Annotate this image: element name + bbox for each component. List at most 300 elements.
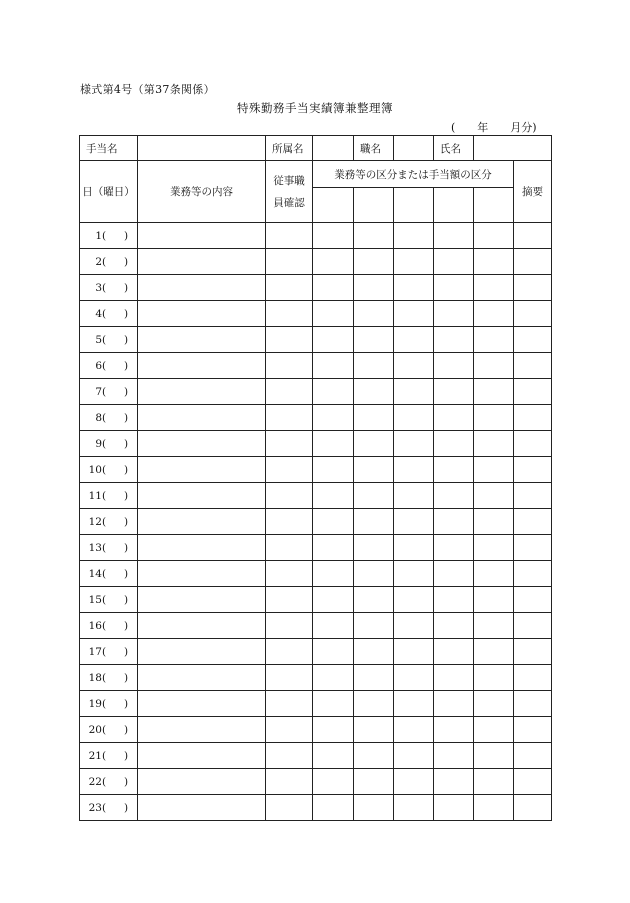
category-cell[interactable] [394,769,434,795]
category-cell[interactable] [313,431,354,457]
day-number: 15 [88,593,102,606]
category-cell[interactable] [474,665,514,691]
category-cell[interactable] [434,188,474,223]
category-cell[interactable] [354,353,394,379]
confirm-cell[interactable] [266,769,313,795]
category-column-header: 業務等の区分または手当額の区分 [313,161,514,188]
category-cell[interactable] [474,223,514,249]
category-cell[interactable] [434,379,474,405]
category-cell[interactable] [354,509,394,535]
category-cell[interactable] [313,405,354,431]
category-cell[interactable] [354,769,394,795]
day-cell [80,327,138,353]
weekday-close-paren: ) [124,359,129,372]
category-cell[interactable] [313,249,354,275]
record-table [79,135,552,821]
weekday-open-paren: ( [102,229,107,242]
category-cell[interactable] [434,509,474,535]
content-cell[interactable] [138,535,266,561]
weekday-close-paren: ) [124,281,129,294]
content-cell[interactable] [138,639,266,665]
category-cell[interactable] [354,665,394,691]
header-info-row [80,136,552,161]
category-cell[interactable] [394,188,434,223]
content-cell[interactable] [138,457,266,483]
weekday-open-paren: ( [102,749,107,762]
category-cell[interactable] [313,327,354,353]
category-cell[interactable] [354,301,394,327]
category-cell[interactable] [313,665,354,691]
day-cell [80,353,138,379]
content-cell[interactable] [138,223,266,249]
category-cell[interactable] [354,483,394,509]
content-cell[interactable] [138,743,266,769]
remarks-cell[interactable] [514,249,552,275]
weekday-close-paren: ) [124,775,129,788]
day-number: 10 [88,463,102,476]
remarks-cell[interactable] [514,275,552,301]
day-cell [80,457,138,483]
table-row [80,561,552,587]
category-cell[interactable] [474,249,514,275]
day-number: 14 [88,567,102,580]
category-cell[interactable] [313,353,354,379]
weekday-close-paren: ) [124,463,129,476]
remarks-cell[interactable] [514,223,552,249]
category-cell[interactable] [354,561,394,587]
weekday-close-paren: ) [124,411,129,424]
remarks-cell[interactable] [514,379,552,405]
table-row [80,743,552,769]
remarks-column-header: 摘要 [514,161,552,223]
content-cell[interactable] [138,587,266,613]
category-cell[interactable] [354,223,394,249]
category-cell[interactable] [313,795,354,821]
category-cell[interactable] [354,379,394,405]
remarks-cell[interactable] [514,691,552,717]
category-cell[interactable] [474,327,514,353]
confirm-cell[interactable] [266,327,313,353]
weekday-close-paren: ) [124,489,129,502]
category-cell[interactable] [474,509,514,535]
category-cell[interactable] [313,457,354,483]
day-cell [80,223,138,249]
day-number: 4 [95,307,102,320]
category-cell[interactable] [434,405,474,431]
category-cell[interactable] [474,717,514,743]
job-title-field[interactable] [394,136,434,161]
weekday-open-paren: ( [102,775,107,788]
confirm-cell[interactable] [266,431,313,457]
remarks-cell[interactable] [514,769,552,795]
day-number: 1 [95,229,102,242]
remarks-cell[interactable] [514,795,552,821]
category-cell[interactable] [434,457,474,483]
day-number: 5 [95,333,102,346]
remarks-cell[interactable] [514,509,552,535]
remarks-cell[interactable] [514,665,552,691]
content-cell[interactable] [138,509,266,535]
confirm-cell[interactable] [266,457,313,483]
category-cell[interactable] [354,795,394,821]
table-row [80,691,552,717]
category-cell[interactable] [434,743,474,769]
table-row [80,301,552,327]
weekday-close-paren: ) [124,593,129,606]
weekday-open-paren: ( [102,359,107,372]
content-cell[interactable] [138,353,266,379]
day-number: 2 [95,255,102,268]
category-cell[interactable] [434,795,474,821]
confirm-cell[interactable] [266,587,313,613]
period-field[interactable]: ( 年 月分) [451,121,537,134]
weekday-open-paren: ( [102,593,107,606]
weekday-close-paren: ) [124,671,129,684]
weekday-open-paren: ( [102,541,107,554]
category-cell[interactable] [394,457,434,483]
content-cell[interactable] [138,301,266,327]
table-row [80,639,552,665]
category-cell[interactable] [474,769,514,795]
remarks-cell[interactable] [514,639,552,665]
category-cell[interactable] [394,405,434,431]
category-cell[interactable] [474,188,514,223]
allowance-name-field[interactable] [138,136,266,161]
form-number: 様式第4号（第37条関係） [80,83,215,96]
category-cell[interactable] [474,431,514,457]
category-cell[interactable] [434,691,474,717]
category-cell[interactable] [313,301,354,327]
weekday-open-paren: ( [102,463,107,476]
confirm-cell[interactable] [266,353,313,379]
category-cell[interactable] [354,457,394,483]
day-cell [80,379,138,405]
day-number: 21 [88,749,102,762]
day-number: 6 [95,359,102,372]
category-cell[interactable] [354,535,394,561]
content-cell[interactable] [138,275,266,301]
table-row [80,769,552,795]
table-row [80,483,552,509]
allowance-name-label: 手当名 [80,136,138,161]
content-cell[interactable] [138,665,266,691]
remarks-cell[interactable] [514,535,552,561]
weekday-open-paren: ( [102,619,107,632]
category-cell[interactable] [354,405,394,431]
category-cell[interactable] [434,769,474,795]
department-label: 所属名 [266,136,313,161]
confirm-cell[interactable] [266,405,313,431]
category-cell[interactable] [313,613,354,639]
category-cell[interactable] [434,223,474,249]
weekday-close-paren: ) [124,723,129,736]
category-cell[interactable] [434,249,474,275]
day-cell [80,275,138,301]
day-cell [80,405,138,431]
content-cell[interactable] [138,431,266,457]
table-row [80,405,552,431]
category-cell[interactable] [313,691,354,717]
content-cell[interactable] [138,691,266,717]
weekday-close-paren: ) [124,229,129,242]
category-cell[interactable] [394,561,434,587]
confirm-cell[interactable] [266,717,313,743]
table-row [80,665,552,691]
category-cell[interactable] [474,639,514,665]
day-cell [80,717,138,743]
content-cell[interactable] [138,561,266,587]
weekday-open-paren: ( [102,697,107,710]
table-row [80,509,552,535]
category-cell[interactable] [354,327,394,353]
category-cell[interactable] [434,327,474,353]
category-cell[interactable] [394,717,434,743]
category-cell[interactable] [474,301,514,327]
category-cell[interactable] [394,327,434,353]
confirm-cell[interactable] [266,379,313,405]
confirm-column-header [266,161,313,223]
category-cell[interactable] [354,639,394,665]
content-cell[interactable] [138,717,266,743]
category-cell[interactable] [354,188,394,223]
content-cell[interactable] [138,327,266,353]
weekday-open-paren: ( [102,411,107,424]
weekday-open-paren: ( [102,723,107,736]
day-cell [80,743,138,769]
day-cell [80,249,138,275]
category-cell[interactable] [313,188,354,223]
category-cell[interactable] [474,535,514,561]
remarks-cell[interactable] [514,327,552,353]
day-column-header: 日（曜日） [80,161,138,223]
category-cell[interactable] [394,639,434,665]
category-cell[interactable] [474,405,514,431]
category-cell[interactable] [313,223,354,249]
confirm-cell[interactable] [266,561,313,587]
category-cell[interactable] [394,795,434,821]
weekday-open-paren: ( [102,437,107,450]
category-cell[interactable] [394,743,434,769]
weekday-close-paren: ) [124,619,129,632]
table-row [80,587,552,613]
weekday-open-paren: ( [102,801,107,814]
day-cell [80,561,138,587]
day-number: 16 [88,619,102,632]
content-cell[interactable] [138,249,266,275]
table-row [80,327,552,353]
category-cell[interactable] [313,535,354,561]
day-cell [80,769,138,795]
category-cell[interactable] [474,275,514,301]
confirm-cell[interactable] [266,275,313,301]
content-cell[interactable] [138,795,266,821]
content-cell[interactable] [138,405,266,431]
table-row [80,275,552,301]
table-row [80,223,552,249]
weekday-open-paren: ( [102,567,107,580]
category-cell[interactable] [434,535,474,561]
confirm-cell[interactable] [266,691,313,717]
category-cell[interactable] [394,509,434,535]
name-label: 氏名 [434,136,474,161]
remarks-cell[interactable] [514,613,552,639]
weekday-close-paren: ) [124,333,129,346]
weekday-open-paren: ( [102,385,107,398]
day-number: 20 [88,723,102,736]
weekday-close-paren: ) [124,697,129,710]
day-number: 18 [88,671,102,684]
category-cell[interactable] [394,613,434,639]
day-cell [80,431,138,457]
category-cell[interactable] [394,691,434,717]
category-cell[interactable] [474,379,514,405]
confirm-cell[interactable] [266,483,313,509]
confirm-cell[interactable] [266,743,313,769]
category-cell[interactable] [474,587,514,613]
table-row [80,379,552,405]
day-number: 19 [88,697,102,710]
weekday-close-paren: ) [124,541,129,554]
category-cell[interactable] [313,379,354,405]
department-field[interactable] [313,136,354,161]
remarks-cell[interactable] [514,587,552,613]
category-cell[interactable] [474,743,514,769]
category-cell[interactable] [313,743,354,769]
category-cell[interactable] [313,561,354,587]
category-cell[interactable] [394,483,434,509]
remarks-cell[interactable] [514,457,552,483]
category-cell[interactable] [394,249,434,275]
category-cell[interactable] [434,483,474,509]
confirm-cell[interactable] [266,249,313,275]
confirm-cell[interactable] [266,223,313,249]
table-row [80,249,552,275]
content-cell[interactable] [138,379,266,405]
job-title-label: 職名 [354,136,394,161]
category-cell[interactable] [434,301,474,327]
day-cell [80,301,138,327]
category-cell[interactable] [354,717,394,743]
day-number: 8 [95,411,102,424]
weekday-close-paren: ) [124,307,129,320]
category-cell[interactable] [313,509,354,535]
category-cell[interactable] [474,691,514,717]
day-cell [80,665,138,691]
category-cell[interactable] [474,353,514,379]
category-cell[interactable] [354,743,394,769]
confirm-cell[interactable] [266,665,313,691]
table-row [80,431,552,457]
category-cell[interactable] [313,717,354,743]
day-cell [80,691,138,717]
weekday-close-paren: ) [124,645,129,658]
day-cell [80,639,138,665]
category-cell[interactable] [434,665,474,691]
confirm-cell[interactable] [266,535,313,561]
confirm-cell[interactable] [266,795,313,821]
category-cell[interactable] [434,431,474,457]
category-cell[interactable] [434,717,474,743]
confirm-cell[interactable] [266,301,313,327]
category-cell[interactable] [394,431,434,457]
table-row [80,353,552,379]
category-cell[interactable] [313,275,354,301]
day-cell [80,483,138,509]
content-cell[interactable] [138,769,266,795]
table-row [80,717,552,743]
name-field[interactable] [474,136,552,161]
category-cell[interactable] [394,587,434,613]
category-cell[interactable] [354,691,394,717]
remarks-cell[interactable] [514,561,552,587]
confirm-cell[interactable] [266,509,313,535]
weekday-open-paren: ( [102,489,107,502]
category-cell[interactable] [394,535,434,561]
category-cell[interactable] [434,613,474,639]
category-cell[interactable] [394,665,434,691]
category-cell[interactable] [394,301,434,327]
remarks-cell[interactable] [514,431,552,457]
confirm-cell[interactable] [266,613,313,639]
remarks-cell[interactable] [514,717,552,743]
category-cell[interactable] [394,275,434,301]
day-cell [80,795,138,821]
category-cell[interactable] [474,795,514,821]
category-cell[interactable] [434,561,474,587]
category-cell[interactable] [474,613,514,639]
category-cell[interactable] [434,275,474,301]
day-number: 7 [95,385,102,398]
category-cell[interactable] [313,639,354,665]
category-cell[interactable] [313,587,354,613]
day-cell [80,587,138,613]
remarks-cell[interactable] [514,353,552,379]
category-cell[interactable] [354,249,394,275]
category-cell[interactable] [354,275,394,301]
table-row [80,535,552,561]
page-title: 特殊勤務手当実績簿兼整理簿 [237,101,393,115]
day-number: 11 [88,489,102,502]
remarks-cell[interactable] [514,483,552,509]
category-cell[interactable] [474,457,514,483]
category-cell[interactable] [394,379,434,405]
confirm-header-line2: 員確認 [273,196,305,209]
content-cell[interactable] [138,483,266,509]
weekday-close-paren: ) [124,749,129,762]
category-cell[interactable] [354,613,394,639]
category-cell[interactable] [434,587,474,613]
category-cell[interactable] [434,639,474,665]
weekday-open-paren: ( [102,645,107,658]
category-cell[interactable] [434,353,474,379]
confirm-cell[interactable] [266,639,313,665]
category-cell[interactable] [474,483,514,509]
category-cell[interactable] [394,353,434,379]
category-cell[interactable] [394,223,434,249]
category-cell[interactable] [313,483,354,509]
category-cell[interactable] [313,769,354,795]
remarks-cell[interactable] [514,405,552,431]
confirm-header-line1: 従事職 [273,174,305,187]
category-cell[interactable] [354,587,394,613]
category-cell[interactable] [354,431,394,457]
day-number: 23 [88,801,102,814]
column-header-row [80,161,552,188]
remarks-cell[interactable] [514,743,552,769]
category-cell[interactable] [474,561,514,587]
remarks-cell[interactable] [514,301,552,327]
content-cell[interactable] [138,613,266,639]
